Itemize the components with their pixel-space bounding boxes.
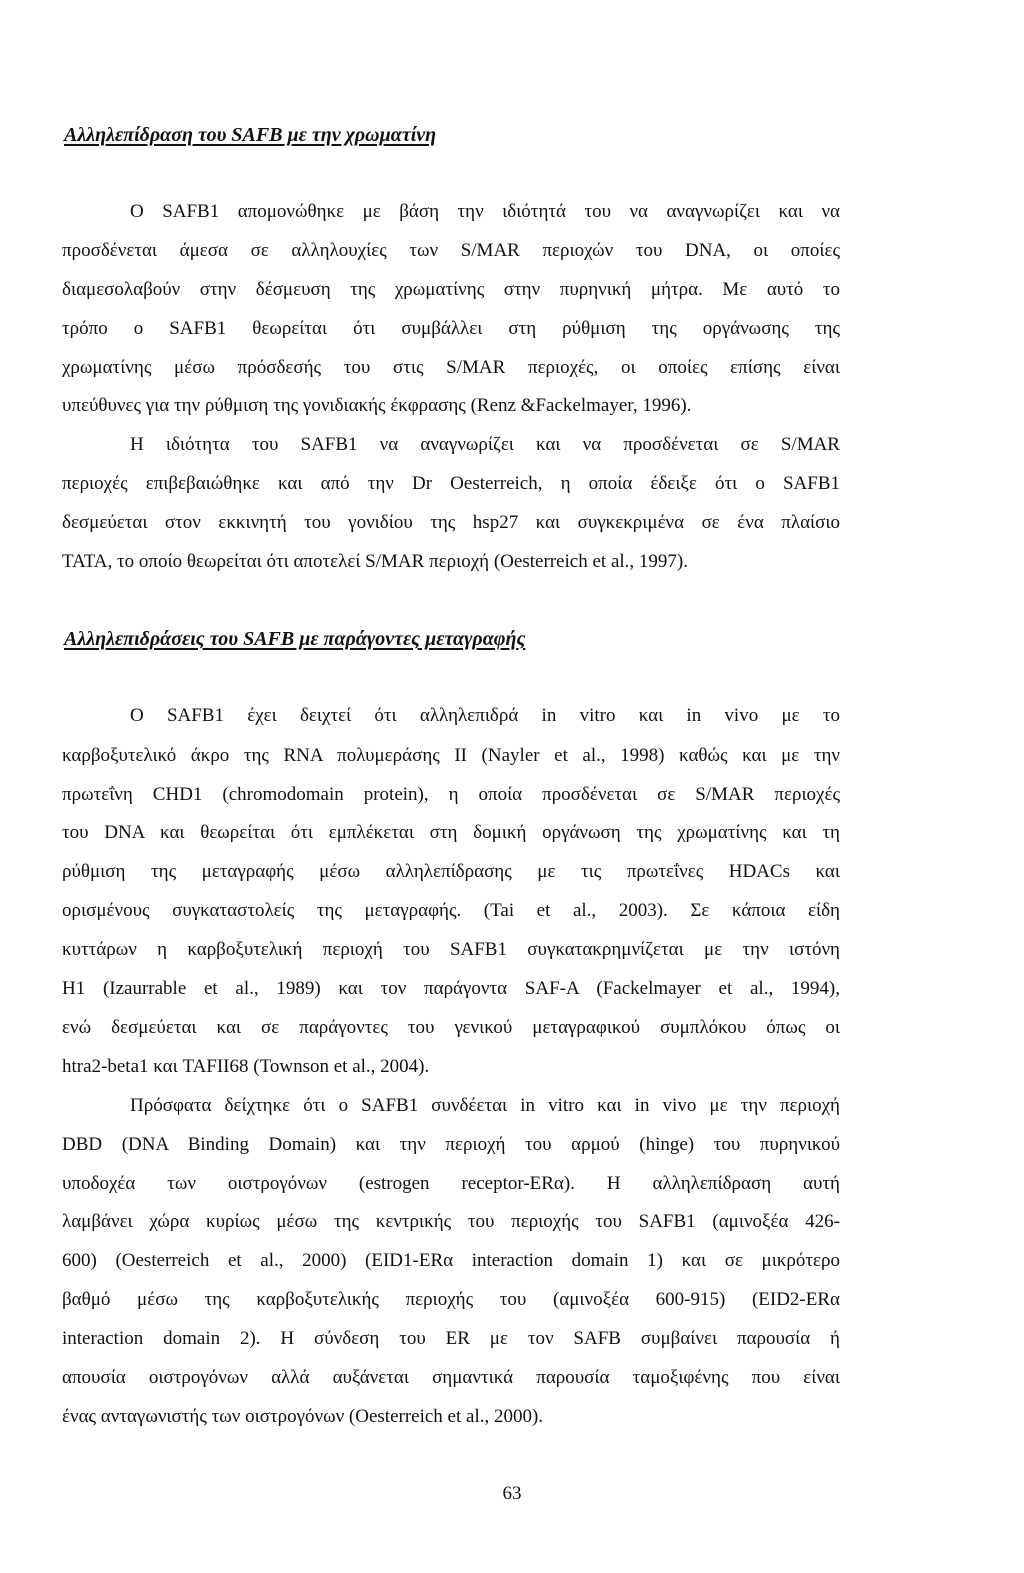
paragraph-line: ρύθμιση της μεταγραφής μέσω αλληλεπίδρασης με τις πρωτεΐνες HDACs και (62, 861, 840, 882)
paragraph-line: χρωματίνης μέσω πρόσδεσής του στις S/MAR περιοχές, οι οποίες επίσης είναι (62, 357, 840, 378)
paragraph-line: λαμβάνει χώρα κυρίως μέσω της κεντρικής του περιοχής του SAFB1 (αμινοξέα 426- (62, 1211, 840, 1232)
paragraph-line: Πρόσφατα δείχτηκε ότι ο SAFB1 συνδέεται in vitro και in vivo με την περιοχή (130, 1095, 840, 1116)
paragraph-line: απουσία οιστρογόνων αλλά αυξάνεται σημαντικά παρουσία ταμοξιφένης που είναι (62, 1367, 840, 1388)
paragraph-line: ΤΑΤΑ, το οποίο θεωρείται ότι αποτελεί S/MAR περιοχή (Oesterreich et al., 1997). (62, 551, 688, 572)
paragraph-line: H1 (Izaurrable et al., 1989) και τον παράγοντα SAF-A (Fackelmayer et al., 1994), (62, 978, 840, 999)
paragraph-line: τρόπο ο SAFB1 θεωρείται ότι συμβάλλει στη ρύθμιση της οργάνωσης της (62, 318, 840, 339)
paragraph-line: DBD (DNA Binding Domain) και την περιοχή του αρμού (hinge) του πυρηνικού (62, 1134, 840, 1155)
paragraph-line: Ο SAFB1 απομονώθηκε με βάση την ιδιότητά του να αναγνωρίζει και να (130, 201, 840, 222)
paragraph-line: του DNA και θεωρείται ότι εμπλέκεται στη δομική οργάνωση της χρωματίνης και τη (62, 822, 840, 843)
paragraph-line: ένας ανταγωνιστής των οιστρογόνων (Oesterreich et al., 2000). (62, 1406, 544, 1427)
paragraph-line: κυττάρων η καρβοξυτελική περιοχή του SAFB1 συγκατακρημνίζεται με την ιστόνη (62, 939, 840, 960)
paragraph-line: διαμεσολαβούν στην δέσμευση της χρωματίνης στην πυρηνική μήτρα. Με αυτό το (62, 279, 840, 300)
paragraph-line: ορισμένους συγκαταστολείς της μεταγραφής. (Tai et al., 2003). Σε κάποια είδη (62, 900, 840, 921)
paragraph-line: πρωτεΐνη CHD1 (chromodomain protein), η οποία προσδένεται σε S/MAR περιοχές (62, 784, 840, 805)
paragraph-line: ενώ δεσμεύεται και σε παράγοντες του γενικού μεταγραφικού συμπλόκου όπως οι (62, 1017, 840, 1038)
paragraph-line: 600) (Oesterreich et al., 2000) (EID1-ERα interaction domain 1) και σε μικρότερο (62, 1250, 840, 1271)
paragraph-line: υπεύθυνες για την ρύθμιση της γονιδιακής έκφρασης (Renz &Fackelmayer, 1996). (62, 395, 692, 416)
paragraph-line: Ο SAFB1 έχει δειχτεί ότι αλληλεπιδρά in vitro και in vivo με το (130, 705, 840, 726)
paragraph-line: Η ιδιότητα του SAFB1 να αναγνωρίζει και να προσδένεται σε S/MAR (130, 434, 840, 455)
paragraph-line: καρβοξυτελικό άκρο της RNA πολυμεράσης II (Nayler et al., 1998) καθώς και με την (62, 745, 840, 766)
paragraph-line: interaction domain 2). Η σύνδεση του ER με τον SAFB συμβαίνει παρουσία ή (62, 1328, 840, 1349)
paragraph-line: βαθμό μέσω της καρβοξυτελικής περιοχής του (αμινοξέα 600-915) (EID2-ERα (62, 1289, 840, 1310)
paragraph-line: περιοχές επιβεβαιώθηκε και από την Dr Oesterreich, η οποία έδειξε ότι ο SAFB1 (62, 473, 840, 494)
paragraph-line: προσδένεται άμεσα σε αλληλουχίες των S/MAR περιοχών του DNA, οι οποίες (62, 240, 840, 261)
paragraph-line: htra2-beta1 και TAFII68 (Townson et al., 2004). (62, 1056, 430, 1077)
section-heading-transcription-factors: Αλληλεπιδράσεις του SAFB με παράγοντες μεταγραφής (64, 628, 526, 650)
paragraph-line: υποδοχέα των οιστρογόνων (estrogen receptor-ERα). Η αλληλεπίδραση αυτή (62, 1173, 840, 1194)
paragraph-line: δεσμεύεται στον εκκινητή του γονιδίου της hsp27 και συγκεκριμένα σε ένα πλαίσιο (62, 512, 840, 533)
section-heading-chromatin: Αλληλεπίδραση του SAFB με την χρωματίνη (64, 124, 437, 146)
page-number: 63 (502, 1483, 522, 1504)
